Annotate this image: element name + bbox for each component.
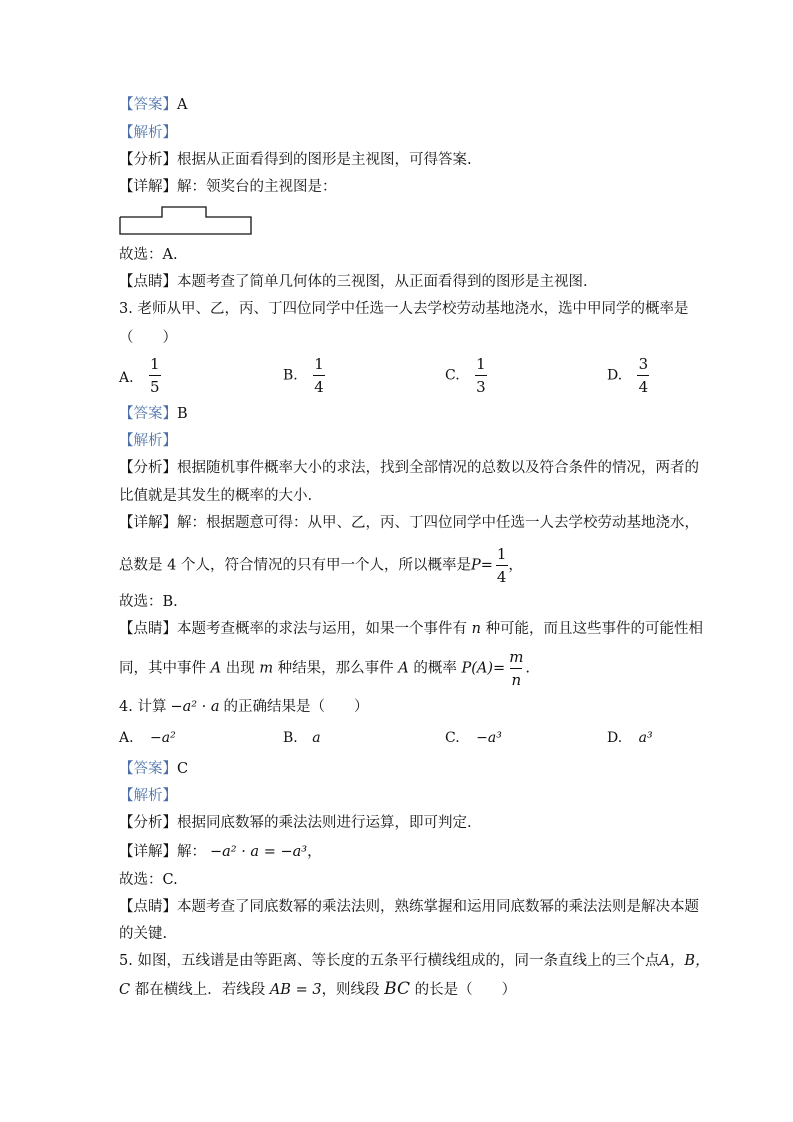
q4-option-c bbox=[445, 730, 502, 746]
segment-ab: AB = 3 bbox=[269, 982, 322, 998]
dianjing-tag: 【点睛】 bbox=[119, 621, 177, 637]
q4-stem-b: 的正确结果是（ ） bbox=[223, 699, 369, 715]
fraction-numerator: 1 bbox=[314, 355, 324, 373]
q4-answer-line bbox=[119, 759, 188, 779]
q4-xiangjie-line bbox=[119, 842, 322, 862]
analysis-tag: 【解析】 bbox=[119, 788, 177, 804]
choose-text: 故选：A. bbox=[119, 247, 178, 263]
dianjing-text: 本题考查了同底数幂的乘法法则，熟练掌握和运用同底数幂的乘法法则是解决本题 bbox=[177, 899, 699, 915]
q4-fenxi-line bbox=[119, 813, 472, 833]
dianjing-tag: 【点睛】 bbox=[119, 274, 177, 290]
fraction-denominator: 4 bbox=[638, 378, 649, 396]
q4-option-a bbox=[119, 730, 176, 746]
option-value: −a² bbox=[150, 730, 176, 746]
q3-stem-text: 3. 老师从甲、乙，丙、丁四位同学中任选一人去学校劳动基地浇水，选中甲同学的概率是 bbox=[119, 301, 689, 317]
q3-xiangjie-line-2 bbox=[119, 545, 523, 586]
answer-tag: 【答案】 bbox=[119, 97, 177, 113]
q5-stem-text-d: 的长是（ ） bbox=[414, 982, 517, 998]
q3-answer-line bbox=[119, 404, 188, 424]
option-letter: A. bbox=[119, 730, 134, 746]
podium-front-view-figure bbox=[119, 205, 253, 237]
fraction-denominator: 5 bbox=[150, 378, 160, 396]
option-value: a bbox=[312, 730, 321, 746]
q3-choose-line bbox=[119, 592, 178, 612]
q3-option-b bbox=[283, 355, 326, 396]
option-fraction bbox=[474, 355, 488, 396]
probability-symbol: P= bbox=[470, 557, 493, 574]
choose-text: 故选：B. bbox=[119, 594, 178, 610]
analysis-tag: 【解析】 bbox=[119, 125, 177, 141]
xiangjie-text: 解：领奖台的主视图是： bbox=[177, 179, 337, 195]
xiangjie-text: 解：根据题意可得：从甲、乙，丙、丁四位同学中任选一人去学校劳动基地浇水， bbox=[177, 515, 699, 531]
dianjing-tag: 【点睛】 bbox=[119, 899, 177, 915]
q3-fenxi-line-2 bbox=[119, 486, 312, 506]
dianjing-text-2b: 出现 bbox=[225, 660, 255, 677]
var-a: A bbox=[398, 660, 409, 677]
q5-stem-text-c: ，则线段 bbox=[321, 982, 380, 998]
fenxi-tag: 【分析】 bbox=[119, 152, 177, 168]
fraction-numerator: 3 bbox=[638, 355, 649, 373]
option-letter: D. bbox=[607, 730, 623, 746]
option-fraction bbox=[148, 355, 162, 396]
choose-text: 故选：C. bbox=[119, 872, 178, 888]
q4-option-b bbox=[283, 730, 321, 746]
comma: ， bbox=[307, 844, 322, 860]
q3-stem bbox=[119, 299, 688, 319]
q3-option-c bbox=[445, 355, 488, 396]
segment-bc: BC bbox=[384, 979, 410, 999]
option-value: a³ bbox=[638, 730, 653, 746]
q3-option-d bbox=[607, 355, 650, 396]
q4-choose-line bbox=[119, 870, 178, 890]
q4-stem-expression: −a² · a bbox=[170, 699, 220, 715]
q5-stem-text-b: 都在横线上．若线段 bbox=[134, 982, 266, 998]
q2-fenxi-line bbox=[119, 150, 472, 170]
q3-dianjing-line-2 bbox=[119, 648, 530, 689]
fenxi-text: 根据从正面看得到的图形是主视图，可得答案. bbox=[177, 152, 472, 168]
q3-option-a bbox=[119, 355, 162, 396]
option-value: −a³ bbox=[476, 730, 502, 746]
xiangjie-tag: 【详解】 bbox=[119, 179, 177, 195]
option-letter: A. bbox=[119, 369, 134, 386]
q2-analysis-line bbox=[119, 123, 177, 143]
fraction-denominator: 3 bbox=[476, 378, 486, 396]
q2-answer-line bbox=[119, 95, 187, 115]
fraction-denominator: n bbox=[511, 671, 522, 689]
dianjing-text-2c: 种结果，那么事件 bbox=[277, 660, 394, 677]
comma: ， bbox=[508, 557, 523, 574]
q3-xiangjie-line-1 bbox=[119, 513, 699, 533]
probability-formula: P(A)= bbox=[461, 660, 506, 677]
xiangjie-tag: 【详解】 bbox=[119, 844, 177, 860]
answer-tag: 【答案】 bbox=[119, 406, 177, 422]
dianjing-text: 本题考查了简单几何体的三视图，从正面看得到的图形是主视图. bbox=[177, 274, 588, 290]
var-c: C bbox=[119, 982, 131, 998]
q4-analysis-line bbox=[119, 786, 177, 806]
q3-paren bbox=[119, 328, 177, 348]
dianjing-text-cont: 的关键. bbox=[119, 926, 168, 942]
q4-option-d bbox=[607, 730, 653, 746]
q2-choose-line bbox=[119, 245, 178, 265]
probability-fraction bbox=[507, 648, 525, 689]
q5-points: A，B， bbox=[659, 953, 710, 969]
period: . bbox=[525, 660, 531, 677]
fraction-numerator: 1 bbox=[150, 355, 160, 373]
q2-xiangjie-line bbox=[119, 177, 337, 197]
fenxi-tag: 【分析】 bbox=[119, 460, 177, 476]
fenxi-tag: 【分析】 bbox=[119, 815, 177, 831]
q3-fenxi-line-1 bbox=[119, 458, 699, 478]
q5-stem-line-2 bbox=[119, 979, 516, 1000]
xiangjie-tag: 【详解】 bbox=[119, 515, 177, 531]
var-m: m bbox=[259, 660, 274, 677]
option-letter: C. bbox=[445, 730, 460, 746]
fraction-numerator: 1 bbox=[476, 355, 486, 373]
xiangjie-expression: −a² · a = −a³ bbox=[210, 844, 308, 860]
option-letter: B. bbox=[283, 730, 298, 746]
var-a: A bbox=[210, 660, 222, 677]
fenxi-text-cont: 比值就是其发生的概率的大小. bbox=[119, 488, 313, 504]
q3-paren-text: （ ） bbox=[119, 330, 177, 346]
dianjing-text-2a: 同，其中事件 bbox=[119, 660, 206, 677]
fraction-denominator: 4 bbox=[496, 568, 507, 586]
probability-fraction bbox=[495, 545, 509, 586]
fenxi-text: 根据随机事件概率大小的求法，找到全部情况的总数以及符合条件的情况，两者的 bbox=[177, 460, 699, 476]
q3-analysis-line bbox=[119, 431, 177, 451]
dianjing-text-b: 种可能，而且这些事件的可能性相 bbox=[485, 621, 704, 637]
dianjing-text-2d: 的概率 bbox=[413, 660, 457, 677]
fraction-numerator: 1 bbox=[496, 545, 507, 563]
q4-dianjing-line-2 bbox=[119, 924, 167, 944]
fraction-denominator: 4 bbox=[314, 378, 324, 396]
q4-stem bbox=[119, 697, 369, 717]
dianjing-text: 本题考查概率的求法与运用，如果一个事件有 bbox=[177, 621, 467, 637]
answer-tag: 【答案】 bbox=[119, 761, 177, 777]
option-fraction bbox=[312, 355, 326, 396]
option-fraction bbox=[637, 355, 651, 396]
answer-value: C bbox=[177, 761, 189, 777]
q4-stem-a: 4. 计算 bbox=[119, 699, 167, 715]
answer-value: A bbox=[177, 97, 188, 113]
xiangjie-text: 解： bbox=[177, 844, 206, 860]
analysis-tag: 【解析】 bbox=[119, 433, 177, 449]
q5-stem-text: 5. 如图，五线谱是由等距离、等长度的五条平行横线组成的，同一条直线上的三个点 bbox=[119, 953, 660, 969]
fenxi-text: 根据同底数幂的乘法法则进行运算，即可判定. bbox=[177, 815, 472, 831]
xiangjie-text-cont: 总数是 4 个人，符合情况的只有甲一个人，所以概率是 bbox=[119, 557, 471, 574]
q4-dianjing-line-1 bbox=[119, 897, 699, 917]
fraction-numerator: m bbox=[509, 648, 524, 666]
answer-value: B bbox=[177, 406, 188, 422]
q5-stem-line-1 bbox=[119, 951, 710, 971]
option-letter: D. bbox=[607, 367, 623, 384]
q3-dianjing-line-1 bbox=[119, 619, 703, 639]
var-n: n bbox=[471, 621, 481, 637]
option-letter: C. bbox=[445, 367, 460, 384]
option-letter: B. bbox=[283, 367, 298, 384]
q2-dianjing-line bbox=[119, 272, 588, 292]
